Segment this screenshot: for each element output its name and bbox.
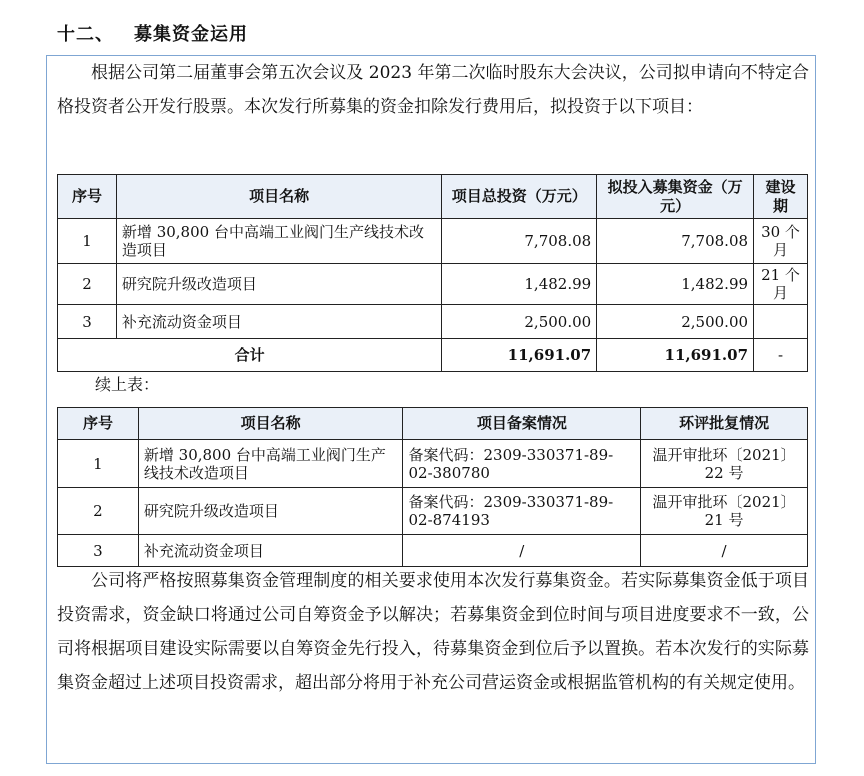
header-no: 序号 (58, 408, 139, 440)
header-eia-approval: 环评批复情况 (641, 408, 808, 440)
row-total: 1,482.99 (442, 264, 597, 305)
header-project-name: 项目名称 (138, 408, 403, 440)
row-project-name: 研究院升级改造项目 (116, 264, 441, 305)
row-period (754, 305, 808, 339)
row-total: 2,500.00 (442, 305, 597, 339)
section-number: 十二、 (57, 24, 114, 45)
row-eia: 温开审批环〔2021〕21 号 (641, 488, 808, 535)
table-row (58, 305, 808, 339)
header-raised-funds: 拟投入募集资金（万元） (597, 175, 754, 219)
row-period: 30 个月 (754, 219, 808, 264)
intro-paragraph: 根据公司第二届董事会第五次会议及 2023 年第二次临时股东大会决议，公司拟申请向不特定合格投资者公开发行股票。本次发行所募集的资金扣除发行费用后，拟投资于以下项目： (57, 63, 809, 117)
row-raised: 7,708.08 (597, 219, 754, 264)
table-header-row (58, 175, 808, 219)
row-project-name: 新增 30,800 台中高端工业阀门生产线技术改造项目 (138, 440, 403, 488)
table-row (58, 535, 808, 567)
header-project-name: 项目名称 (116, 175, 441, 219)
row-total: 7,708.08 (442, 219, 597, 264)
total-period: - (754, 339, 808, 372)
total-investment: 11,691.07 (442, 339, 597, 372)
row-no: 1 (58, 219, 117, 264)
row-no: 2 (58, 488, 139, 535)
table-row (58, 440, 808, 488)
row-project-name: 补充流动资金项目 (138, 535, 403, 567)
total-row (58, 339, 808, 372)
header-total-investment: 项目总投资（万元） (442, 175, 597, 219)
table-row (58, 219, 808, 264)
continued-label: 续上表： (95, 375, 160, 394)
row-eia: / (641, 535, 808, 567)
row-raised: 1,482.99 (597, 264, 754, 305)
row-filing: 备案代码：2309-330371-89-02-380780 (403, 440, 641, 488)
total-label: 合计 (58, 339, 442, 372)
header-no: 序号 (58, 175, 117, 219)
row-no: 1 (58, 440, 139, 488)
row-no: 3 (58, 305, 117, 339)
row-period: 21 个月 (754, 264, 808, 305)
row-filing: / (403, 535, 641, 567)
row-raised: 2,500.00 (597, 305, 754, 339)
row-no: 3 (58, 535, 139, 567)
table-row (58, 264, 808, 305)
row-filing: 备案代码：2309-330371-89-02-874193 (403, 488, 641, 535)
row-project-name: 补充流动资金项目 (116, 305, 441, 339)
header-filing-status: 项目备案情况 (403, 408, 641, 440)
row-no: 2 (58, 264, 117, 305)
header-construction-period: 建设期 (754, 175, 808, 219)
table-row (58, 488, 808, 535)
section-heading (57, 20, 248, 46)
filing-table (57, 407, 808, 567)
row-project-name: 研究院升级改造项目 (138, 488, 403, 535)
row-eia: 温开审批环〔2021〕22 号 (641, 440, 808, 488)
section-title: 募集资金运用 (134, 24, 248, 45)
investment-table (57, 174, 808, 372)
table-header-row (58, 408, 808, 440)
row-project-name: 新增 30,800 台中高端工业阀门生产线技术改造项目 (116, 219, 441, 264)
closing-paragraph: 公司将严格按照募集资金管理制度的相关要求使用本次发行募集资金。若实际募集资金低于项目投资需求，资金缺口将通过公司自筹资金予以解决；若募集资金到位时间与项目进度要求不一致，公司将根据项目建设实际需要以自筹资金先行投入，待募集资金到位后予以置换。若本次发行的实际募集资金超过上述项目投资需求，超出部分将用于补充公司营运资金或根据监管机构的有关规定使用。 (57, 571, 809, 693)
total-raised: 11,691.07 (597, 339, 754, 372)
